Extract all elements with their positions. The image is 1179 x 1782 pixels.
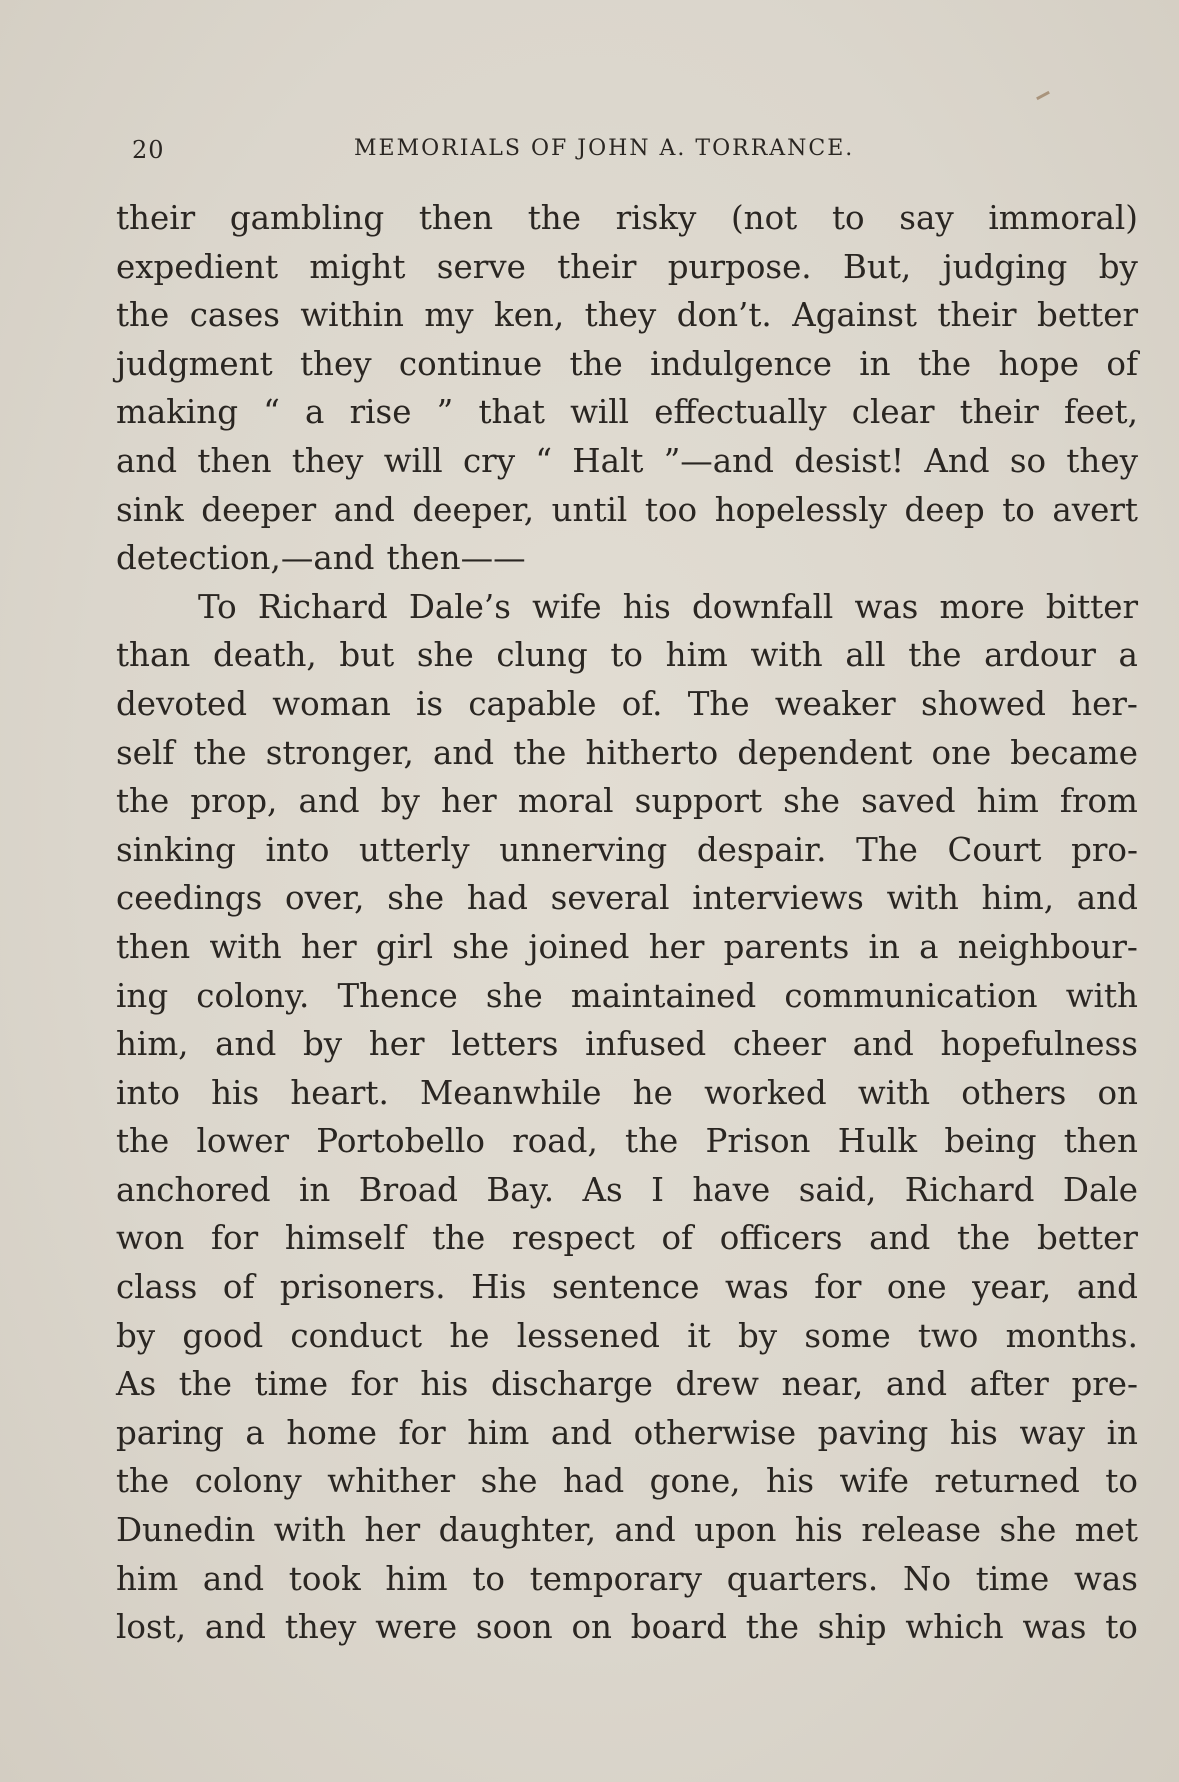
page-header [132,132,1137,172]
running-head: MEMORIALS OF JOHN A. TORRANCE. [354,136,855,161]
text-line: won for himself the respect of officers and the better [116,1219,1138,1258]
body-text [116,194,1138,1652]
page-number: 20 [132,136,165,164]
text-line: lost, and they were soon on board the ship which was to [116,1608,1138,1647]
text-line: class of prisoners. His sentence was for one year, and [116,1268,1138,1307]
text-line: sink deeper and deeper, until too hopelessly deep to avert [116,490,1138,529]
text-line: him, and by her letters infused cheer and hopefulness [116,1025,1138,1064]
text-line: ceedings over, she had several interviews with him, and [116,879,1138,918]
text-line: devoted woman is capable of. The weaker showed her- [116,684,1138,723]
ink-mark [1036,91,1050,100]
text-line: then with her girl she joined her parents in a neighbour- [116,927,1138,966]
text-line: self the stronger, and the hitherto dependent one became [116,733,1138,772]
text-line: As the time for his discharge drew near, and after pre- [116,1365,1138,1404]
text-line: judgment they continue the indulgence in the hope of [116,344,1138,383]
text-line: paring a home for him and otherwise paving his way in [116,1413,1138,1452]
text-line: ing colony. Thence she maintained communication with [116,976,1138,1015]
text-line: the cases within my ken, they don’t. Against their better [116,296,1138,335]
text-line: and then they will cry “ Halt ”—and desist! And so they [116,441,1138,480]
text-line: Dunedin with her daughter, and upon his release she met [116,1511,1138,1550]
text-line: making “ a rise ” that will effectually clear their feet, [116,393,1138,432]
text-line: expedient might serve their purpose. But, judging by [116,247,1138,286]
text-line: the colony whither she had gone, his wife returned to [116,1462,1138,1501]
text-line: the prop, and by her moral support she saved him from [116,782,1138,821]
text-line: their gambling then the risky (not to say immoral) [116,199,1138,237]
text-line: anchored in Broad Bay. As I have said, Richard Dale [116,1170,1138,1209]
text-line: the lower Portobello road, the Prison Hulk being then [116,1122,1138,1161]
text-line: detection,—and then—— [116,539,526,578]
text-line: sinking into utterly unnerving despair. The Court pro- [116,830,1138,869]
text-line: him and took him to temporary quarters. No time was [116,1559,1138,1598]
text-line: than death, but she clung to him with all the ardour a [116,636,1138,675]
text-line: by good conduct he lessened it by some two months. [116,1316,1138,1355]
text-line: To Richard Dale’s wife his downfall was more bitter [198,587,1138,626]
text-line: into his heart. Meanwhile he worked with others on [116,1073,1138,1112]
